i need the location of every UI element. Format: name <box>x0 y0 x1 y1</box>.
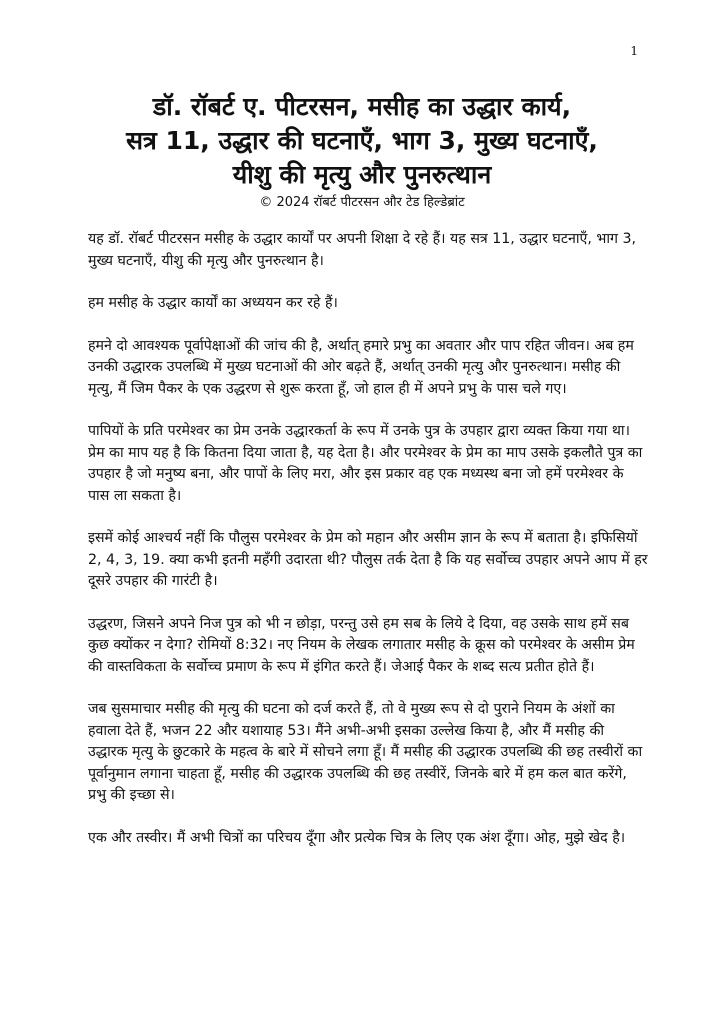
document-body <box>88 229 648 870</box>
body-paragraph: पापियों के प्रति परमेश्वर का प्रेम उनके उद्धारकर्ता के रूप में उनके पुत्र के उपहार द्वारा व्यक्त किया गया था। प्रेम का माप यह है कि कितना दिया जाता है, यह देता है। और परमेश्वर के प्रेम का माप उसके इकलौते पुत्र का उपहार है जो मनुष्य बना, और पापों के लिए मरा, और इस प्रकार वह एक मध्यस्थ बना जो हमें परमेश्वर के पास ला सकता है। <box>88 423 643 504</box>
body-paragraph: उद्धरण, जिसने अपने निज पुत्र को भी न छोड़ा, परन्तु उसे हम सब के लिये दे दिया, वह उसके साथ हमें सब कुछ क्योंकर न देगा? रोमियों 8:32। नए नियम के लेखक लगातार मसीह के क्रूस को परमेश्वर के असीम प्रेम की वास्तविकता के सर्वोच्च प्रमाण के रूप में इंगित करते हैं। जेआई पैकर के शब्द सत्य प्रतीत होते हैं। <box>88 615 635 675</box>
page-number: 1 <box>630 44 638 58</box>
body-paragraph: एक और तस्वीर। मैं अभी चित्रों का परिचय दूँगा और प्रत्येक चित्र के लिए एक अंश दूँगा। ओह, मुझे खेद है। <box>88 829 626 846</box>
title-line: यीशु की मृत्यु और पुनरुत्थान <box>232 160 492 189</box>
title-line: डॉ. रॉबर्ट ए. पीटरसन, मसीह का उद्धार कार्य, <box>152 92 572 121</box>
copyright-line: © 2024 रॉबर्ट पीटरसन और टेड हिल्डेब्रांट <box>259 195 465 210</box>
body-paragraph: इसमें कोई आश्चर्य नहीं कि पौलुस परमेश्वर के प्रेम को महान और असीम ज्ञान के रूप में बताता है। इफिसियों 2, 4, 3, 19. क्या कभी इतनी महँगी उदारता थी? पौलुस तर्क देता है कि यह सर्वोच्च उपहार अपने आप में हर दूसरे उपहार की गारंटी है। <box>88 530 648 589</box>
document-title <box>70 90 654 192</box>
body-paragraph: जब सुसमाचार मसीह की मृत्यु की घटना को दर्ज करते हैं, तो वे मुख्य रूप से दो पुराने नियम के अंशों का हवाला देते हैं, भजन 22 और यशायाह 53। मैंने अभी-अभी इसका उल्लेख किया है, और मैं मसीह की उद्धारक मृत्यु के छुटकारे के महत्व के बारे में सोचने लगा हूँ। मैं मसीह की उद्धारक उपलब्धि की छह तस्वीरों का पूर्वानुमान लगाना चाहता हूँ, मसीह की उद्धारक उपलब्धि की छह तस्वीरें, जिनके बारे में हम कल बात करेंगे, प्रभु की इच्छा से। <box>88 701 643 803</box>
title-line: सत्र 11, उद्धार की घटनाएँ, भाग 3, मुख्य घटनाएँ, <box>126 126 598 155</box>
body-paragraph: यह डॉ. रॉबर्ट पीटरसन मसीह के उद्धार कार्यों पर अपनी शिक्षा दे रहे हैं। यह सत्र 11, उद्धार घटनाएँ, भाग 3, मुख्य घटनाएँ, यीशु की मृत्यु और पुनरुत्थान है। <box>88 231 637 269</box>
body-paragraph: हमने दो आवश्यक पूर्वापेक्षाओं की जांच की है, अर्थात् हमारे प्रभु का अवतार और पाप रहित जीवन। अब हम उनकी उद्धारक उपलब्धि में मुख्य घटनाओं की ओर बढ़ते हैं, अर्थात् उनकी मृत्यु और पुनरुत्थान। मसीह की मृत्यु, मैं जिम पैकर के एक उद्धरण से शुरू करता हूँ, जो हाल ही में अपने प्रभु के पास चले गए। <box>88 337 634 397</box>
body-paragraph: हम मसीह के उद्धार कार्यों का अध्ययन कर रहे हैं। <box>88 295 338 311</box>
